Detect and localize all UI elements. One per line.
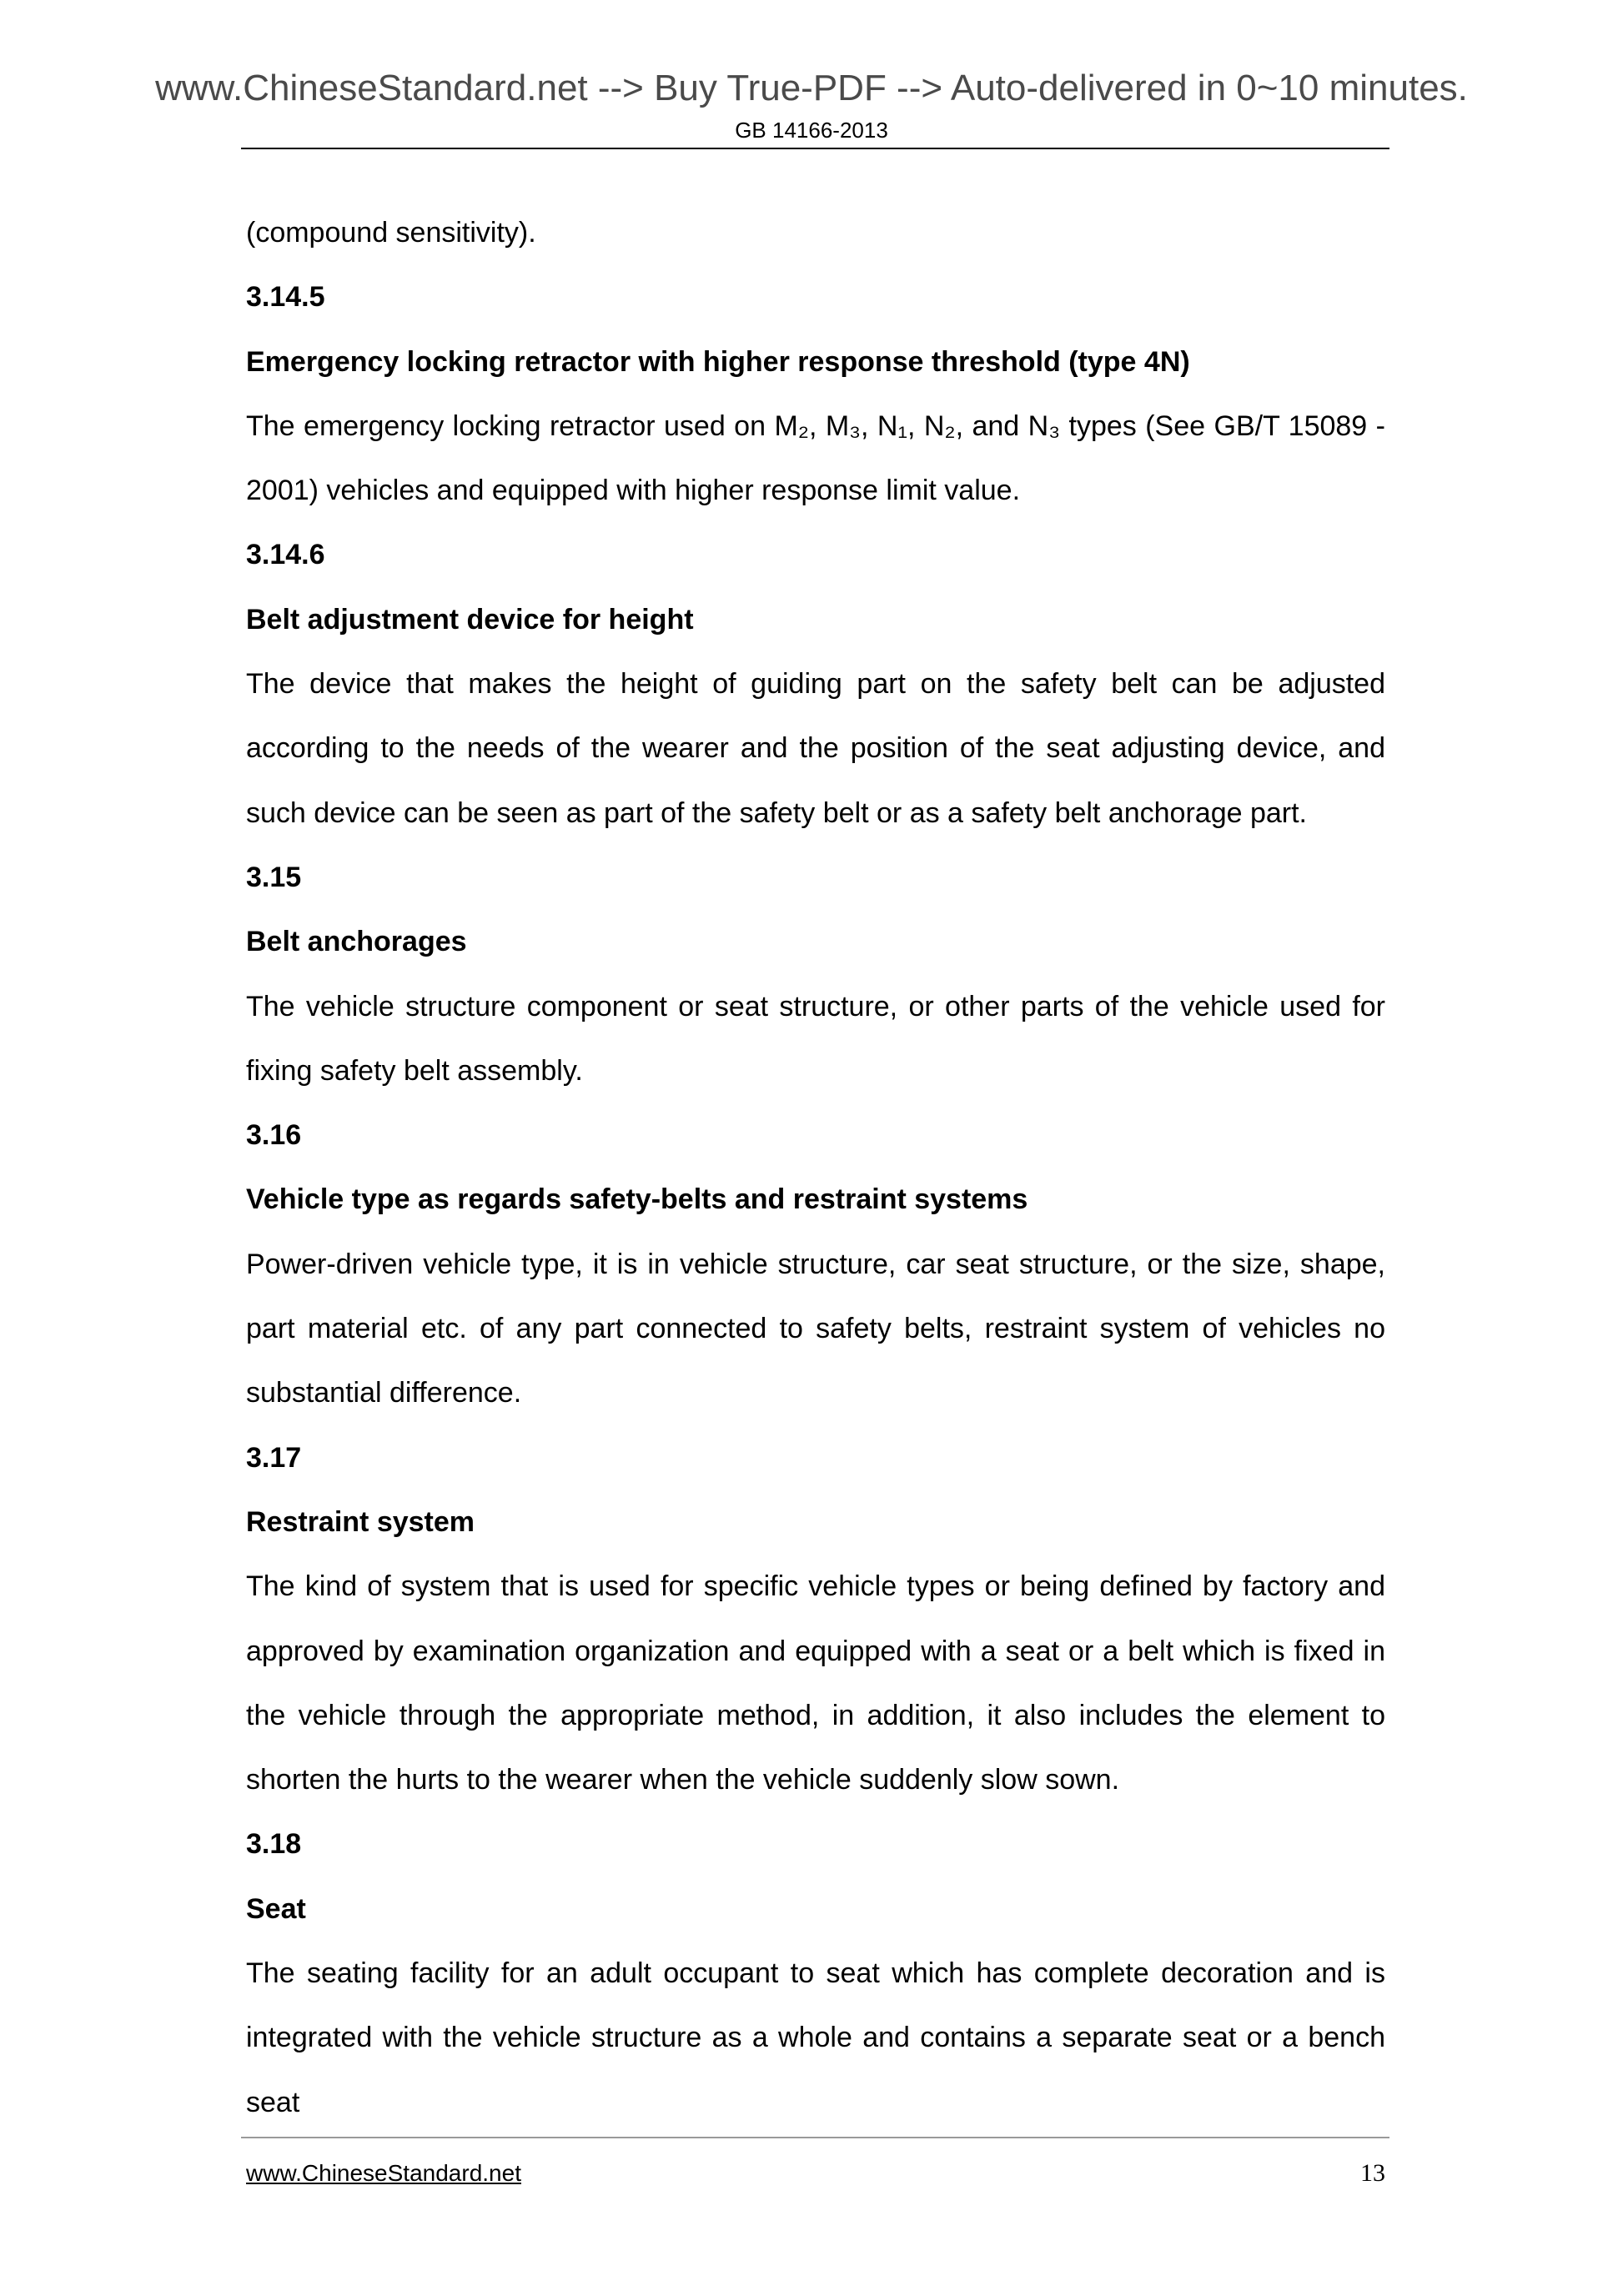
standard-code: GB 14166-2013 xyxy=(735,118,888,143)
paragraph: The seating facility for an adult occupant to seat which has complete decoration and is integrated with the vehicle structure as a whole and contains a separate seat or a bench seat xyxy=(246,1957,1385,2118)
paragraph: The emergency locking retractor used on M₂, M₃, N₁, N₂, and N₃ types (See GB/T 15089 - 2001) vehicles and equipped with higher response limit value. xyxy=(246,409,1385,507)
page-number: 13 xyxy=(1360,2159,1385,2187)
header-divider xyxy=(241,148,1389,149)
paragraph: The kind of system that is used for specific vehicle types or being defined by factory and approved by examination organization and equipped with a seat or a belt which is fixed in the vehicle through the appropriate method, in addition, it also includes the element to shorten the hurts to the wearer when the vehicle suddenly slow sown. xyxy=(246,1570,1385,1796)
section-number: 3.17 xyxy=(246,1441,302,1474)
section-title: Emergency locking retractor with higher response threshold (type 4N) xyxy=(246,345,1190,378)
section-title: Vehicle type as regards safety-belts and restraint systems xyxy=(246,1183,1028,1216)
footer-website-link[interactable]: www.ChineseStandard.net xyxy=(246,2160,521,2186)
header-banner: www.ChineseStandard.net --> Buy True-PDF --> Auto-delivered in 0~10 minutes. xyxy=(155,68,1468,108)
section-title: Belt anchorages xyxy=(246,926,467,958)
footer-divider xyxy=(241,2137,1389,2138)
paragraph: The device that makes the height of guiding part on the safety belt can be adjusted according to the needs of the wearer and the position of the seat adjusting device, and such device can be seen as part of the safety belt or as a safety belt anchorage part. xyxy=(246,668,1385,829)
section-number: 3.14.5 xyxy=(246,281,325,314)
section-title: Restraint system xyxy=(246,1505,475,1538)
section-number: 3.15 xyxy=(246,861,302,893)
paragraph: Power-driven vehicle type, it is in vehicle structure, car seat structure, or the size, shape, part material etc. of any part connected to safety belts, restraint system of vehicles no substantial difference. xyxy=(246,1248,1385,1409)
paragraph: (compound sensitivity). xyxy=(246,217,536,249)
section-number: 3.16 xyxy=(246,1119,302,1152)
section-title: Belt adjustment device for height xyxy=(246,603,694,636)
section-number: 3.18 xyxy=(246,1828,302,1861)
paragraph: The vehicle structure component or seat structure, or other parts of the vehicle used for fixing safety belt assembly. xyxy=(246,990,1385,1087)
section-title: Seat xyxy=(246,1892,306,1925)
section-number: 3.14.6 xyxy=(246,539,325,571)
document-body xyxy=(246,201,1385,2135)
